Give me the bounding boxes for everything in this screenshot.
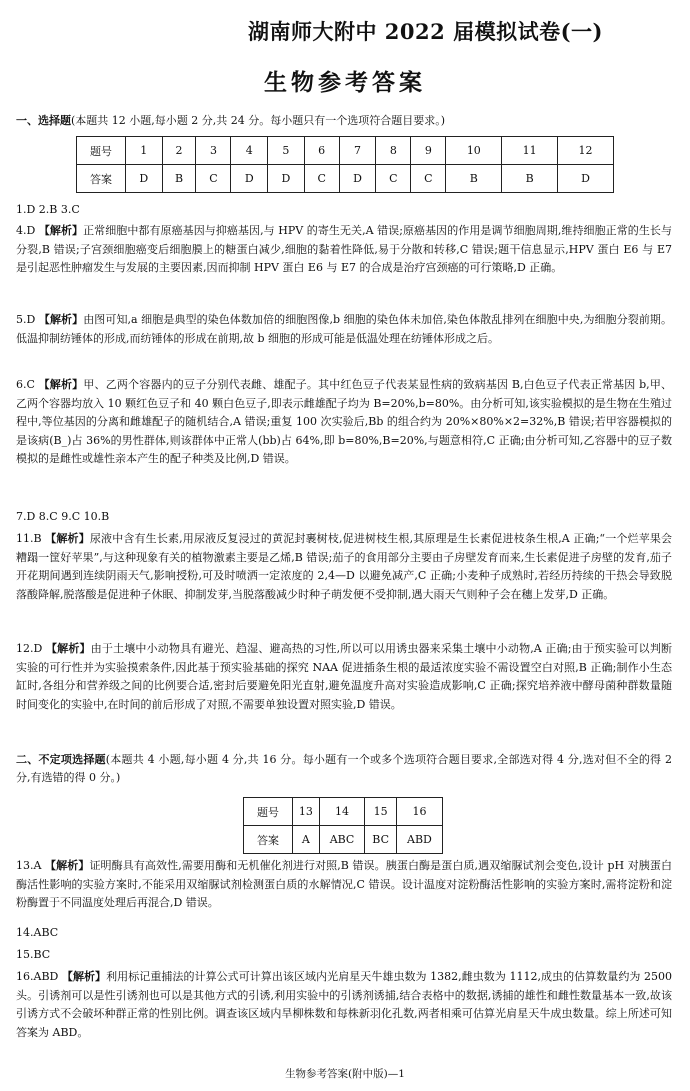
item-body: 利用标记重捕法的计算公式可计算出该区域内光肩星天牛雄虫数为 1382,雌虫数为 1112,成虫的估算数量约为 2500 头。引诱剂可以是性引诱剂也可以是其他方式的引诱,利用实验中的引诱剂诱捕,结合表格中的数据,诱捕的雄性和雌性数量基本一致,故该引诱方式不会破坏种群正常的性别比例。调查该区域内旱柳株数和每株新羽化孔数,两者相乘可估算光肩星天牛成虫数量。综上所述可知答案为 ABD。 [16,970,673,1039]
table-cell: 8 [376,137,411,165]
table-cell: 4 [231,137,268,165]
table-row-numbers [77,137,614,165]
item-head: 6.C [16,378,39,391]
table-cell: 5 [268,137,305,165]
row-label-answer: 答案 [244,826,293,854]
section1-heading: 一、选择题 [16,114,71,127]
table-row-answers [77,165,614,193]
page-footer: 生物参考答案(附中版)—1 [285,1068,405,1080]
section1-note: (本题共 12 小题,每小题 2 分,共 24 分。每小题只有一个选项符合题目要求。) [71,114,446,127]
item-head: 4.D [16,224,39,237]
table-cell: 12 [558,137,614,165]
item-body: 由图可知,a 细胞是典型的染色体数加倍的细胞图像,b 细胞的染色体未加倍,染色体散乱排列在细胞中央,为细胞分裂前期。低温抑制纺锤体的形成,而纺锤体的形成在前期,故 b 细胞的形成可能是低温处理在纺锤体形成之后。 [16,313,673,345]
answer-item-6 [16,376,672,469]
item-head: 7.D 8.C 9.C 10.B [16,510,110,523]
table-cell: C [411,165,446,193]
item-body: 证明酶具有高效性,需要用酶和无机催化剂进行对照,B 错误。胰蛋白酶是蛋白质,遇双缩脲试剂会变色,设计 pH 对胰蛋白酶活性影响的实验方案时,不能采用双缩脲试剂检测蛋白质的水解情况,C 错误。设计温度对淀粉酶活性影响的实验方案时,需将淀粉和淀粉酶置于不同温度处理后再混合,D 错误。 [16,859,672,910]
exam-title: 湖南师大附中 2022 届模拟试卷(一) [248,19,603,44]
table-cell: 13 [293,798,320,826]
table-cell: C [304,165,339,193]
row-label-answer: 答案 [77,165,126,193]
item-head: 1.D 2.B 3.C [16,203,80,216]
document-title: 生物参考答案 [264,69,426,96]
table-cell: C [376,165,411,193]
analysis-tag: 【解析】 [38,224,84,237]
answer-item-15 [16,946,672,965]
answer-table-1 [76,136,614,193]
table-cell: 14 [319,798,365,826]
analysis-tag: 【解析】 [45,532,90,545]
row-label-question: 题号 [77,137,126,165]
answer-item-5 [16,311,672,348]
item-body: 甲、乙两个容器内的豆子分别代表雌、雄配子。其中红色豆子代表某显性病的致病基因 B,白色豆子代表正常基因 b,甲、乙两个容器均放入 10 颗红色豆子和 40 颗白色豆子,即表示雌雄配子均为 B=20%,b=80%。由分析可知,该实验模拟的是生物在生殖过程中,等位基因的分离和雌雄配子的随机结合,A 错误;重复 100 次实验后,Bb 的组合约为 20%×80%×2=32%,B 错误;若甲容器模拟的是该病(B_)占 36%的男性群体,则该群体中正常人(bb)占 64%,即 b=80%,B=20%,与题意相符,C 正确;由分析可知,乙容器中的豆子数模拟的是雌性或雄性亲本产生的配子种类及比例,D 错误。 [16,378,673,466]
item-head: 12.D [16,642,46,655]
section2-note: (本题共 4 小题,每小题 4 分,共 16 分。每小题有一个或多个选项符合题目要求,全部选对得 4 分,选对但不全的得 2 分,有选错的得 0 分。) [16,753,672,784]
table-cell: BC [365,826,397,854]
table-cell: 2 [162,137,196,165]
answer-item-7-10 [16,508,672,527]
answer-item-1-3 [16,201,672,220]
analysis-tag: 【解析】 [61,970,107,983]
analysis-tag: 【解析】 [38,378,84,391]
table-cell: 10 [446,137,502,165]
answer-table-2 [243,797,443,854]
table-cell: D [558,165,614,193]
row-label-question: 题号 [244,798,293,826]
table-cell: B [502,165,558,193]
analysis-tag: 【解析】 [45,859,90,872]
table-cell: ABD [396,826,442,854]
table-cell: B [446,165,502,193]
answer-item-14 [16,924,672,943]
section2-heading-block [16,751,672,787]
table-cell: 11 [502,137,558,165]
table-cell: 1 [126,137,163,165]
item-head: 14.ABC [16,926,59,939]
section1-heading-line [16,112,676,129]
answer-item-16 [16,968,672,1042]
item-head: 13.A [16,859,46,872]
table-cell: 15 [365,798,397,826]
table-cell: D [339,165,376,193]
item-head: 15.BC [16,948,51,961]
table-cell: ABC [319,826,365,854]
table-cell: D [268,165,305,193]
item-body: 尿液中含有生长素,用尿液反复浸过的黄泥封裹树枝,促进树枝生根,其原理是生长素促进枝条生根,A 正确;“一个烂苹果会糟蹋一筐好苹果”,与这种现象有关的植物激素主要是乙烯,B 错误;茄子的食用部分主要由子房壁发育而来,生长素促进子房壁的发育,茄子开花期间遇到连续阴雨天气,影响授粉,可及时喷洒一定浓度的 2,4—D 以避免减产,C 正确;小麦种子成熟时,若经历持续的干热会导致脱落酸降解,脱落酸是促进种子休眠、抑制发芽,当脱落酸减少时种子萌发便不受抑制,遇大雨天气则种子会在穗上发芽,D 正确。 [16,532,672,601]
item-head: 11.B [16,532,46,545]
item-head: 16.ABD [16,970,62,983]
item-head: 5.D [16,313,39,326]
table-cell: D [126,165,163,193]
table-cell: 9 [411,137,446,165]
answer-item-13 [16,857,672,913]
answer-item-12 [16,640,672,714]
table-cell: C [196,165,231,193]
table-cell: D [231,165,268,193]
table-cell: 7 [339,137,376,165]
table-cell: 6 [304,137,339,165]
item-body: 由于土壤中小动物具有避光、趋湿、避高热的习性,所以可以用诱虫器来采集土壤中小动物,A 正确;由于预实验可以判断实验的可行性并为实验摸索条件,因此基于预实验基础的探究 NAA 促进插条生根的最适浓度实验不需设置空白对照,B 正确;制作小生态缸时,各组分和营养级之间的比例要合适,密封后要避免阳光直射,避免温度升高对实验造成影响,C 正确;探究培养液中酵母菌种群数量随时间变化的实验中,在时间的前后形成了对照,不需要单独设置对照实验,D 错误。 [16,642,673,711]
item-body: 正常细胞中都有原癌基因与抑癌基因,与 HPV 的寄生无关,A 错误;原癌基因的作用是调节细胞周期,维持细胞正常的生长与分裂,B 错误;子宫颈细胞癌变后细胞膜上的糖蛋白减少,细胞的黏着性降低,易于分散和转移,C 错误;题干信息显示,HPV 蛋白 E6 与 E7 是引起恶性肿瘤发生与发展的主要因素,因而抑制 HPV 蛋白 E6 与 E7 的合成是治疗宫颈癌的可行策略,D 正确。 [16,224,672,275]
table-row-numbers [244,798,443,826]
analysis-tag: 【解析】 [46,642,91,655]
table-cell: B [162,165,196,193]
table-cell: 3 [196,137,231,165]
analysis-tag: 【解析】 [38,313,84,326]
answer-item-4 [16,222,672,278]
table-cell: A [293,826,320,854]
table-cell: 16 [396,798,442,826]
table-row-answers [244,826,443,854]
answer-item-11 [16,530,672,604]
section2-heading: 二、不定项选择题 [16,753,106,766]
